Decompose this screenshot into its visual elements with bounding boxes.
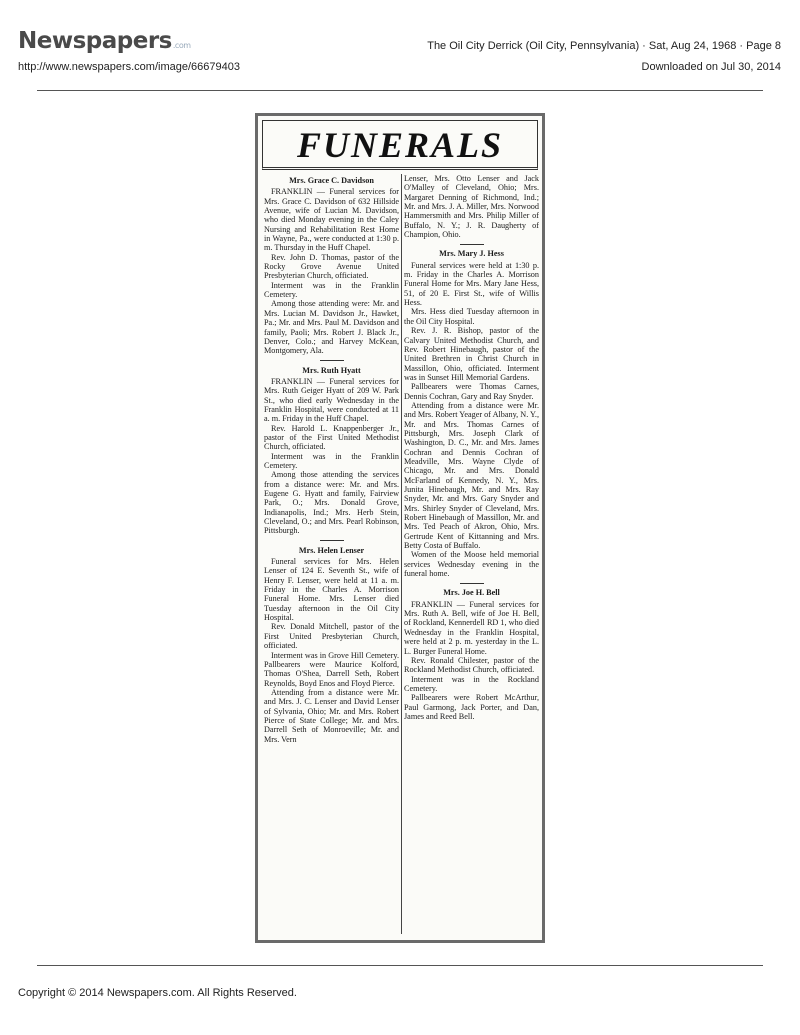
footer-divider	[37, 965, 763, 966]
copyright-notice: Copyright © 2014 Newspapers.com. All Rights Reserved.	[18, 987, 297, 999]
article-paragraph: Attending from a distance were Mr. and Mrs. Robert Yeager of Albany, N. Y., Mr. and Mrs. Thomas Carnes of Pittsburgh, Mrs. Joseph Clark of Washington, D. C., Mr. and Mrs. James Cochran and Dennis Cochran of Meadville, Mrs. Wayne Clyde of Chicago, Mr. and Mrs. Donald McFarland of Kennedy, N. Y., Mrs. Junita Hinebaugh, Mr. and Mrs. Ray Snyder, Mr. and Mrs. Gary Snyder and Mrs. Shirley Snyder of Cleveland, Mrs. Robert Hinebaugh of Massillon, Mr. and Mrs. Ted Peach of Akron, Ohio, Mrs. Gertrude Kent of Kittanning and Mrs. Betty Costa of Buffalo.	[404, 400, 539, 551]
column-divider	[401, 174, 402, 934]
article-paragraph: Among those attending were: Mr. and Mrs. Lucian M. Davidson Jr., Hawket, Pa.; Mr. and Mrs. Paul M. Davidson and family, Paoli; Mrs. Robert J. Black Jr., Denver, Colo.; and Harvey McKean, Montgomery, Ala.	[264, 299, 399, 356]
clipping-header	[262, 120, 538, 170]
header-divider	[37, 90, 763, 91]
right-column	[404, 174, 539, 936]
section-separator	[404, 580, 539, 586]
obituary-heading: Mrs. Ruth Hyatt	[302, 365, 361, 375]
section-separator	[264, 538, 399, 544]
section-separator	[264, 358, 399, 364]
image-url[interactable]: http://www.newspapers.com/image/66679403	[18, 61, 240, 73]
article-paragraph: Rev. Donald Mitchell, pastor of the First United Presbyterian Church, officiated.	[264, 622, 399, 651]
clipping-title: FUNERALS	[296, 125, 504, 165]
left-column	[264, 174, 399, 936]
logo-text: Newspapers	[18, 28, 172, 54]
obituary-heading: Mrs. Mary J. Hess	[439, 249, 504, 259]
article-paragraph: Funeral services were held at 1:30 p. m. Friday in the Charles A. Morrison Funeral Home for Mrs. Mary Jane Hess, 51, of 20 E. First St., wife of Willis Hess.	[404, 260, 539, 308]
article-paragraph: Interment was in Grove Hill Cemetery. Pallbearers were Maurice Kolford, Thomas O'Shea, Darrell Seth, Robert Reynolds, Boyd Enos and Floyd Pierce.	[264, 650, 399, 688]
article-paragraph: Rev. Ronald Chilester, pastor of the Rockland Methodist Church, officiated.	[404, 655, 539, 675]
article-paragraph: FRANKLIN — Funeral services for Mrs. Ruth Geiger Hyatt of 209 W. Park St., who died early Wednesday in the Franklin Hospital, were conducted at 11 a. m. Friday in the Huff Chapel.	[264, 376, 399, 424]
article-paragraph: Rev. Harold L. Knappenberger Jr., pastor of the First United Methodist Church, officiated.	[264, 423, 399, 452]
download-date: Downloaded on Jul 30, 2014	[641, 61, 781, 73]
newspaper-clipping	[255, 113, 545, 943]
obituary-heading: Mrs. Helen Lenser	[298, 545, 365, 555]
article-paragraph: Among those attending the services from a distance were: Mr. and Mrs. Eugene G. Hyatt and family, Fairview Park, O.; Mrs. Donald Grove, Indianapolis, Ind.; Mrs. Herb Stein, Cleveland, O.; and Mrs. Pearl Robinson, Pittsburgh.	[264, 470, 399, 536]
article-paragraph: Interment was in the Rockland Cemetery.	[404, 674, 539, 693]
logo-suffix: .com	[172, 41, 191, 50]
article-paragraph: Mrs. Hess died Tuesday afternoon in the Oil City Hospital.	[404, 307, 539, 326]
article-paragraph: Funeral services for Mrs. Helen Lenser of 124 E. Seventh St., wife of Henry F. Lenser, were held at 11 a. m. Friday in the Charles A. Morrison Funeral Home. Mrs. Lenser died Tuesday afternoon in the Oil City Hospital.	[264, 557, 399, 623]
article-paragraph: Pallbearers were Robert McArthur, Paul Garmong, Jack Porter, and Dan, James and Reed Bell.	[404, 693, 539, 721]
article-paragraph: Rev. J. R. Bishop, pastor of the Calvary United Methodist Church, and Rev. Robert Hinebaugh, pastor of the United Brethren in Christ Church in Massillon, Ohio, officiated. Interment was in Sunset Hill Memorial Gardens.	[404, 326, 539, 382]
paper-info: The Oil City Derrick (Oil City, Pennsylvania) · Sat, Aug 24, 1968 · Page 8	[427, 40, 781, 52]
newspapers-logo[interactable]	[18, 28, 191, 54]
obituary-heading: Mrs. Joe H. Bell	[443, 588, 500, 598]
article-paragraph: FRANKLIN — Funeral services for Mrs. Grace C. Davidson of 632 Hillside Avenue, wife of Lucian M. Davidson, who died Monday evening in the Caley Nursing and Rehabilitation Rest Home in Wayne, Pa., were conducted at 1:30 p. m. Thursday in the Huff Chapel.	[264, 187, 399, 253]
article-paragraph: Lenser, Mrs. Otto Lenser and Jack O'Malley of Cleveland, Ohio; Mrs. Margaret Denning of Richmond, Ind.; Mr. and Mrs. J. A. Miller, Mrs. Norwood Hammersmith and Mrs. Philip Miller of Buffalo, N. Y.; J. R. Daugherty of Champion, Ohio.	[404, 174, 539, 240]
article-paragraph: Women of the Moose held memorial services Wednesday evening in the funeral home.	[404, 550, 539, 579]
section-separator	[404, 241, 539, 247]
article-paragraph: Rev. John D. Thomas, pastor of the Rocky Grove Avenue United Presbyterian Church, officiated.	[264, 252, 399, 281]
article-paragraph: Pallbearers were Thomas Carnes, Dennis Cochran, Gary and Ray Snyder.	[404, 382, 539, 401]
article-paragraph: Attending from a distance were Mr. and Mrs. J. C. Lenser and David Lenser of Sylvania, Ohio; Mr. and Mrs. Robert Pierce of State College; Mr. and Mrs. Darrell Seth of Monroeville; Mr. and Mrs. Vern	[264, 687, 399, 744]
article-paragraph: FRANKLIN — Funeral services for Mrs. Ruth A. Bell, wife of Joe H. Bell, of Rockland, Kennerdell RD 1, who died Wednesday in the Franklin Hospital, were held at 2 p. m. yesterday in the L. L. Burger Funeral Home.	[404, 599, 539, 656]
article-paragraph: Interment was in the Franklin Cemetery.	[264, 451, 399, 470]
article-paragraph: Interment was in the Franklin Cemetery.	[264, 280, 399, 300]
obituary-heading: Mrs. Grace C. Davidson	[289, 176, 374, 185]
